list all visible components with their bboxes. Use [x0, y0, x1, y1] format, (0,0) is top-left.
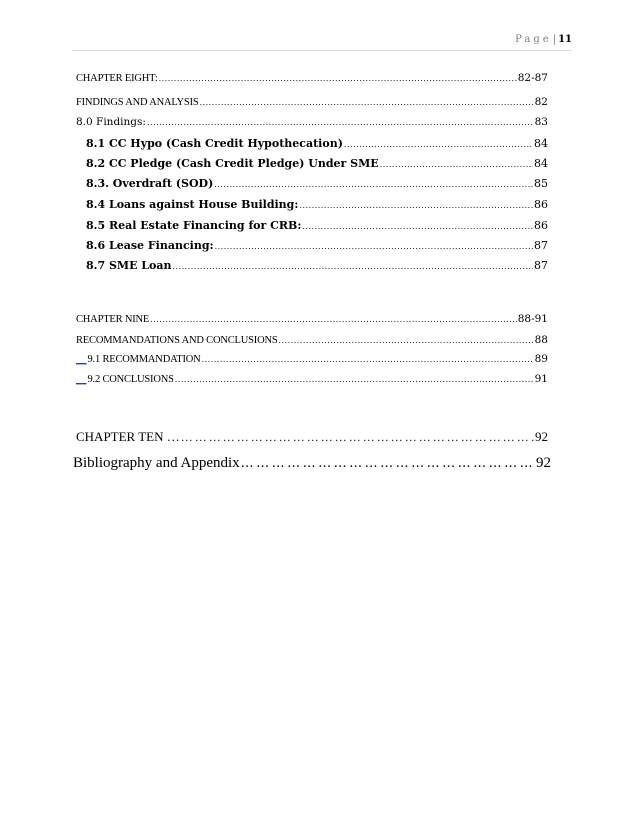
- toc-entry-label: 8.0 Findings:: [76, 116, 146, 128]
- dot-leader: [173, 262, 534, 271]
- toc-entry-label: 8.7 SME Loan: [86, 259, 172, 272]
- toc-entry-label: RECOMMANDATIONS AND CONCLUSIONS: [76, 335, 278, 346]
- toc-entry-page: 89: [534, 353, 548, 365]
- toc-entry-8-6[interactable]: [86, 239, 548, 252]
- toc-entry-page: 87: [534, 239, 548, 252]
- toc-entry-label: CHAPTER NINE: [76, 314, 150, 325]
- toc-entry-page: 92: [535, 429, 548, 444]
- dot-leader: [159, 74, 517, 83]
- toc-entry-8-1[interactable]: [86, 137, 548, 150]
- page-word: Page: [515, 34, 552, 45]
- dot-leader: [279, 336, 534, 345]
- dot-leader: [215, 242, 533, 251]
- toc-entry-page: 82-87: [517, 72, 548, 84]
- toc-entry-page: 86: [534, 198, 548, 211]
- toc-entry-label: 8.6 Lease Financing:: [86, 239, 214, 252]
- page-number: 11: [558, 34, 572, 45]
- toc-entry-8-3[interactable]: [86, 177, 548, 190]
- toc-entry-9-1[interactable]: [76, 353, 548, 365]
- dot-leader: [200, 98, 534, 107]
- toc-entry-8-4[interactable]: [86, 198, 548, 211]
- toc-entry-page: 92: [536, 455, 551, 471]
- toc-entry-page: 84: [534, 137, 548, 150]
- dot-leader: [214, 180, 533, 189]
- toc-entry-recommandations-and-conclusions[interactable]: [76, 334, 548, 346]
- link-underline-prefix: __: [76, 353, 87, 365]
- toc-entry-page: 87: [534, 259, 548, 272]
- page-header: [72, 34, 572, 51]
- toc-entry-label: 8.5 Real Estate Financing for CRB:: [86, 219, 302, 232]
- dot-leader: [241, 456, 535, 471]
- toc-entry-label: 8.2 CC Pledge (Cash Credit Pledge) Under SME: [86, 157, 379, 170]
- dot-leader: [181, 430, 534, 445]
- dot-leader: [302, 222, 533, 231]
- toc-entry-page: 88: [534, 334, 548, 346]
- toc-entry-chapter-nine[interactable]: [76, 313, 548, 325]
- toc-entry-label: 8.1 CC Hypo (Cash Credit Hypothecation): [86, 137, 343, 150]
- toc-entry-bibliography[interactable]: [73, 455, 551, 472]
- toc-entry-label: 9.2 CONCLUSIONS: [87, 374, 174, 385]
- toc-entry-8-5[interactable]: [86, 219, 548, 232]
- dot-leader: [150, 315, 517, 324]
- toc-entry-page: 86: [534, 219, 548, 232]
- toc-entry-label: FINDINGS AND ANALYSIS: [76, 97, 199, 108]
- toc-entry-page: 88-91: [517, 313, 548, 325]
- link-underline-prefix: __: [76, 373, 87, 385]
- toc-entry-8-2[interactable]: [86, 157, 548, 170]
- dot-leader: [380, 160, 533, 169]
- dot-leader: [299, 201, 533, 210]
- dot-leader: [344, 140, 533, 149]
- toc-entry-chapter-ten[interactable]: [76, 429, 548, 445]
- page-separator: |: [552, 34, 557, 45]
- dot-leader: [175, 375, 534, 384]
- dot-leader: [202, 355, 534, 364]
- toc-entry-page: 91: [534, 373, 548, 385]
- toc-entry-8-0-findings[interactable]: [76, 116, 548, 128]
- toc-entry-findings-and-analysis[interactable]: [76, 96, 548, 108]
- toc-entry-page: 83: [534, 116, 548, 128]
- dot-leader: [147, 118, 534, 127]
- toc-entry-page: 85: [534, 177, 548, 190]
- toc-entry-label: Bibliography and Appendix: [73, 455, 240, 471]
- toc-entry-label: 9.1 RECOMMANDATION: [87, 354, 201, 365]
- toc-entry-chapter-eight[interactable]: [76, 72, 548, 84]
- toc-entry-label: CHAPTER TEN …: [76, 429, 180, 444]
- toc-entry-8-7[interactable]: [86, 259, 548, 272]
- toc-entry-page: 82: [534, 96, 548, 108]
- toc-entry-9-2[interactable]: [76, 373, 548, 385]
- toc-entry-label: 8.3. Overdraft (SOD): [86, 177, 214, 190]
- toc-entry-label: CHAPTER EIGHT:: [76, 73, 158, 84]
- toc-entry-label: 8.4 Loans against House Building:: [86, 198, 299, 211]
- toc-entry-page: 84: [534, 157, 548, 170]
